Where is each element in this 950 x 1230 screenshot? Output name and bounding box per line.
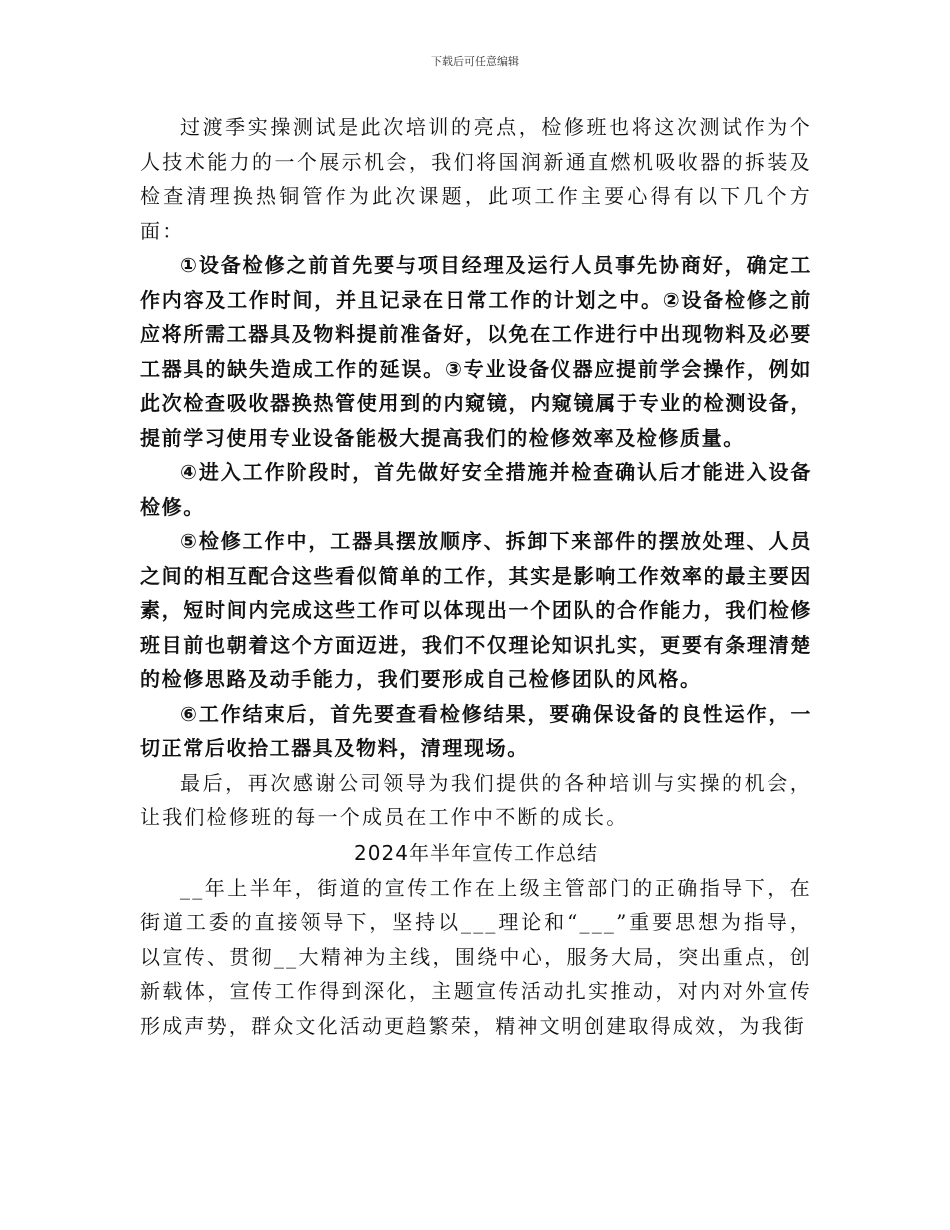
document-body: [140, 110, 812, 1043]
point-1-3-paragraph: ①设备检修之前首先要与项目经理及运行人员事先协商好，确定工作内容及工作时间，并且记录在日常工作的计划之中。②设备检修之前应将所需工器具及物料提前准备好，以免在工作进行中出现物料及必要工器具的缺失造成工作的延误。③专业设备仪器应提前学会操作，例如此次检查吸收器换热管使用到的内窥镜，内窥镜属于专业的检测设备，提前学习使用专业设备能极大提高我们的检修效率及检修质量。: [140, 253, 812, 450]
closing-paragraph: 最后，再次感谢公司领导为我们提供的各种培训与实操的机会，让我们检修班的每一个成员在工作中不断的成长。: [140, 770, 812, 829]
section-body-paragraph: __年上半年，街道的宣传工作在上级主管部门的正确指导下，在街道工委的直接领导下，坚持以___理论和“___”重要思想为指导，以宣传、贯彻__大精神为主线，围绕中心，服务大局，突出重点，创新载体，宣传工作得到深化，主题宣传活动扎实推动，对内对外宣传形成声势，群众文化活动更趋繁荣，精神文明创建取得成效，为我街: [140, 875, 812, 1038]
section-title: 2024年半年宣传工作总结: [354, 840, 598, 865]
intro-paragraph: 过渡季实操测试是此次培训的亮点，检修班也将这次测试作为个人技术能力的一个展示机会，我们将国润新通直燃机吸收器的拆装及检查清理换热铜管作为此次课题，此项工作主要心得有以下几个方面：: [140, 115, 812, 243]
page-header: 下载后可任意编辑: [431, 55, 519, 68]
point-6-paragraph: ⑥工作结束后，首先要查看检修结果，要确保设备的良性运作，一切正常后收拾工器具及物料，清理现场。: [140, 701, 812, 760]
point-5-paragraph: ⑤检修工作中，工器具摆放顺序、拆卸下来部件的摆放处理、人员之间的相互配合这些看似简单的工作，其实是影响工作效率的最主要因素，短时间内完成这些工作可以体现出一个团队的合作能力，我们检修班目前也朝着这个方面迈进，我们不仅理论知识扎实，更要有条理清楚的检修思路及动手能力，我们要形成自己检修团队的风格。: [140, 529, 812, 691]
point-4-paragraph: ④进入工作阶段时，首先做好安全措施并检查确认后才能进入设备检修。: [140, 460, 812, 519]
